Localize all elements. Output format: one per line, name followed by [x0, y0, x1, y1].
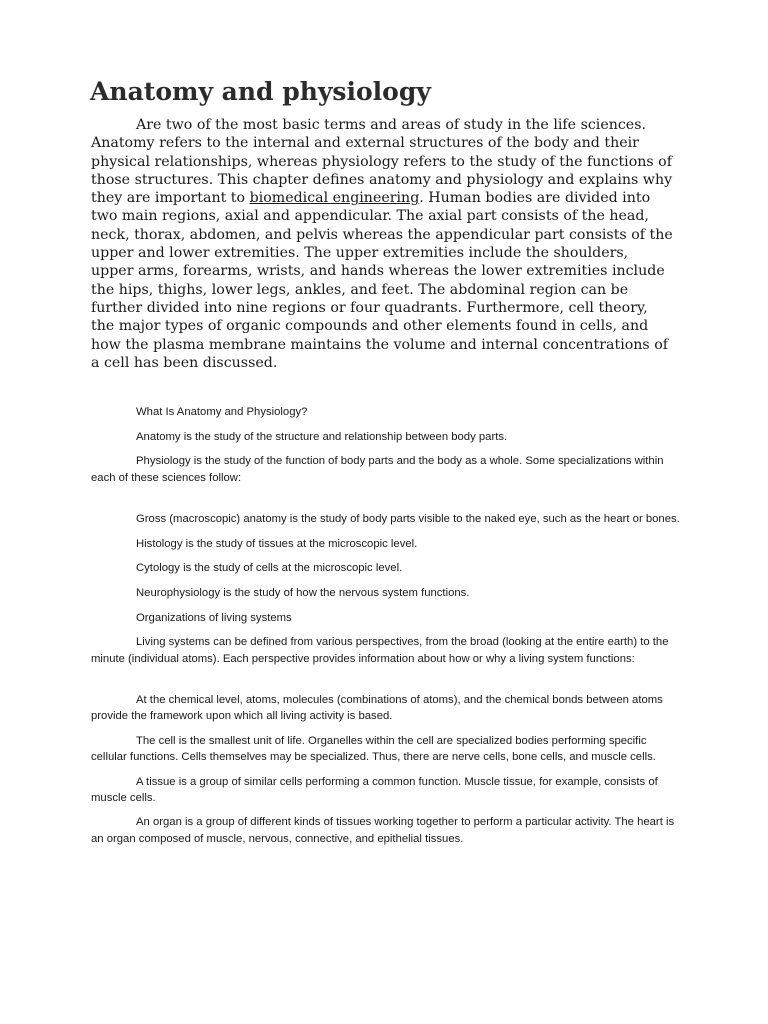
paragraph-anatomy-definition: Anatomy is the study of the structure and relationship between body parts. — [136, 430, 508, 443]
intro-text-start: Are two of the most basic terms and areas of study in the life sciences. Anatomy refers to the internal and external structures of the body and their physical relationships, whereas physiology refers to the study of the functions of those structures. This chapter defines anatomy and physiology and explains why they are important to — [91, 117, 673, 207]
body-text — [91, 404, 681, 855]
paragraph-living-systems: Living systems can be defined from various perspectives, from the broad (looking at the entire earth) to the minute (individual atoms). Each perspective provides information about how or why a living system functions: — [91, 636, 669, 665]
document-title: Anatomy and physiology — [90, 77, 431, 106]
section-heading-what-is: What Is Anatomy and Physiology? — [136, 406, 308, 418]
intro-paragraph — [91, 116, 673, 372]
paragraph-neurophysiology: Neurophysiology is the study of how the nervous system functions. — [136, 586, 470, 599]
paragraph-cell-level: The cell is the smallest unit of life. Organelles within the cell are specialized bodies performing specific cellular functions. Cells themselves may be specialized. Thus, there are nerve cells, bone cells, and muscle cells. — [91, 734, 656, 763]
paragraph-cytology: Cytology is the study of cells at the microscopic level. — [136, 562, 403, 575]
paragraph-gross-anatomy: Gross (macroscopic) anatomy is the study of body parts visible to the naked eye, such as the heart or bones. — [136, 512, 680, 525]
paragraph-chemical-level: At the chemical level, atoms, molecules (combinations of atoms), and the chemical bonds between atoms provide the framework upon which all living activity is based. — [91, 693, 663, 722]
intro-text-end: . Human bodies are divided into two main regions, axial and appendicular. The axial part consists of the head, neck, thorax, abdomen, and pelvis whereas the appendicular part consists of the upper and lower extremities. The upper extremities include the shoulders, upper arms, forearms, wrists, and hands whereas the lower extremities include the hips, thighs, lower legs, ankles, and feet. The abdominal region can be further divided into nine regions or four quadrants. Furthermore, cell theory, the major types of organic compounds and other elements found in cells, and how the plasma membrane maintains the volume and internal concentrations of a cell has been discussed. — [91, 190, 673, 371]
section-heading-organizations: Organizations of living systems — [136, 611, 292, 624]
paragraph-organ-level: An organ is a group of different kinds of tissues working together to perform a particular activity. The heart is an organ composed of muscle, nervous, connective, and epithelial tissues. — [91, 816, 675, 845]
paragraph-histology: Histology is the study of tissues at the microscopic level. — [136, 537, 418, 550]
paragraph-tissue-level: A tissue is a group of similar cells performing a common function. Muscle tissue, for example, consists of muscle cells. — [91, 775, 658, 804]
paragraph-physiology-definition: Physiology is the study of the function of body parts and the body as a whole. Some specializations within each of these sciences follow: — [91, 455, 664, 484]
biomedical-engineering-link[interactable]: biomedical engineering — [249, 190, 420, 207]
